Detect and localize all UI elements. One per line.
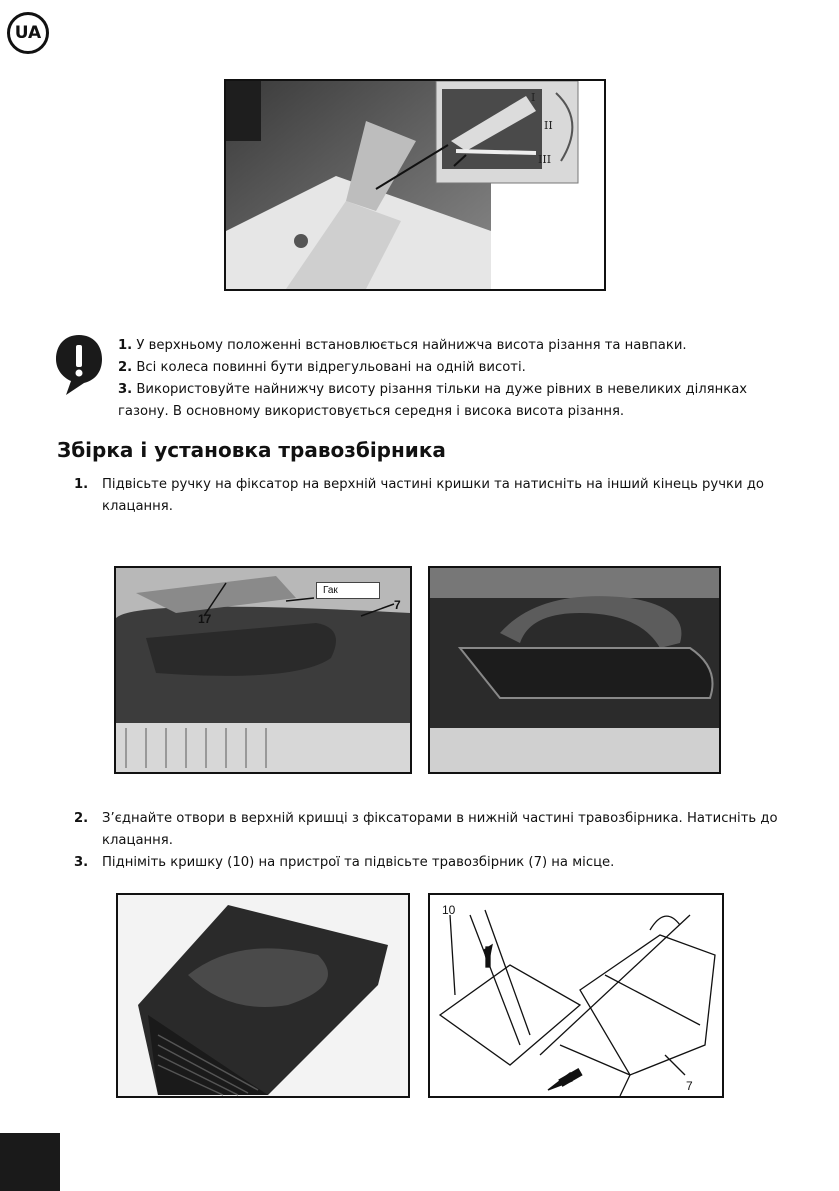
section-title: Збірка і установка травозбірника <box>57 438 446 462</box>
label-I: I <box>531 91 536 104</box>
step-1: 1. Підвісьте ручку на фіксатор на верхній частині кришки та натисніть на інший кінець ручки до клацання. <box>74 477 764 514</box>
note-item: 3. Використовуйте найнижчу висоту різання тільки на дуже рівних в невеликих ділянках газону. В основному використовується середня і висока висота різання. <box>118 382 748 419</box>
hook-label: Гак <box>316 582 380 599</box>
handle-hook-photo <box>114 566 412 774</box>
label-III: III <box>538 153 552 166</box>
page-corner-block <box>0 1133 60 1191</box>
label-II: II <box>544 119 553 132</box>
height-adjust-photo <box>224 79 606 291</box>
grass-catcher-photo <box>116 893 410 1098</box>
note-item: 2. Всі колеса повинні бути відрегульовані на одній висоті. <box>118 360 526 375</box>
handle-attached-photo <box>428 566 721 774</box>
step-3: 3. Підніміть кришку (10) на пристрої та підвісьте травозбірник (7) на місце. <box>74 855 615 870</box>
language-badge: UA <box>7 12 49 54</box>
note-block <box>118 335 778 423</box>
callout-10: 10 <box>442 903 456 917</box>
callout-17: 17 <box>198 612 212 626</box>
note-item: 1. У верхньому положенні встановлюється найнижча висота різання та навпаки. <box>118 338 687 353</box>
exclamation-icon <box>54 333 104 397</box>
mower-drawing <box>428 893 724 1098</box>
callout-7: 7 <box>686 1079 693 1093</box>
callout-7: 7 <box>394 598 401 612</box>
step-2: 2. З’єднайте отвори в верхній кришці з фіксаторами в нижній частині травозбірника. Натисніть до клацання. <box>74 811 778 848</box>
